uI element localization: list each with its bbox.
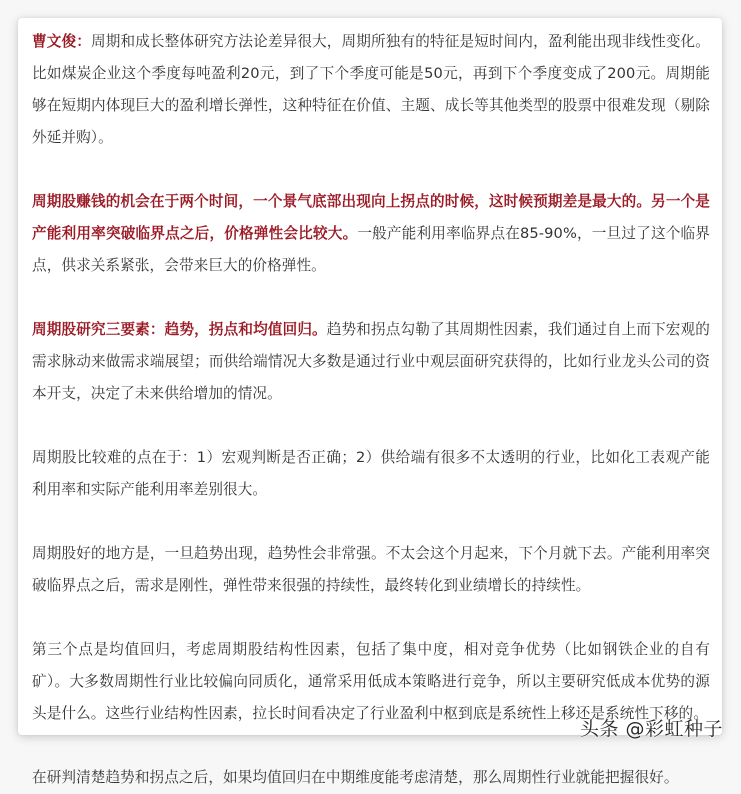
paragraph-text: 周期股比较难的点在于：1）宏观判断是否正确；2）供给端有很多不太透明的行业，比如化工表观产能利用率和实际产能利用率差别很大。	[32, 449, 710, 498]
paragraph-text: 趋势和拐点勾勒了其周期性因素，我们通过自上而下宏观的需求脉动来做需求端展望；而供给端情况大多数是通过行业中观层面研究获得的，比如行业龙头公司的资本开支，决定了未来供给增加的情况。	[32, 321, 710, 402]
paragraph-highlight: 周期股研究三要素：趋势，拐点和均值回归。	[32, 321, 327, 338]
paragraph-text: 一般产能利用率临界点在85-90%，一旦过了这个临界点，供求关系紧张，会带来巨大的价格弹性。	[32, 225, 711, 274]
paragraph-3	[32, 314, 710, 410]
paragraph-1	[32, 26, 710, 154]
paragraph-2	[32, 186, 710, 282]
paragraph-5	[32, 538, 710, 602]
paragraph-4	[32, 442, 710, 506]
watermark: 头条 @彩虹种子	[579, 718, 723, 740]
paragraph-highlight: 周期股赚钱的机会在于两个时间，一个景气底部出现向上拐点的时候，这时候预期差是最大的。另一个是产能利用率突破临界点之后，价格弹性会比较大。	[32, 193, 710, 242]
paragraph-text: 周期和成长整体研究方法论差异很大，周期所独有的特征是短时间内，盈利能出现非线性变化。比如煤炭企业这个季度每吨盈利20元，到了下个季度可能是50元，再到下个季度变成了200元。周期能够在短期内体现巨大的盈利增长弹性，这种特征在价值、主题、成长等其他类型的股票中很难发现（剔除外延并购）。	[32, 33, 710, 146]
paragraph-highlight: 曹文俊：	[32, 33, 91, 50]
article-card	[18, 18, 722, 786]
paragraph-7	[32, 762, 710, 794]
paragraph-text: 第三个点是均值回归，考虑周期股结构性因素，包括了集中度，相对竞争优势（比如钢铁企业的自有矿）。大多数周期性行业比较偏向同质化，通常采用低成本策略进行竞争，所以主要研究低成本优势的源头是什么。这些行业结构性因素，拉长时间看决定了行业盈利中枢到底是系统性上移还是系统性下移的。	[32, 641, 710, 722]
paragraph-text: 在研判清楚趋势和拐点之后，如果均值回归在中期维度能考虑清楚，那么周期性行业就能把握很好。	[32, 769, 679, 786]
paragraph-text: 周期股好的地方是，一旦趋势出现，趋势性会非常强。不太会这个月起来，下个月就下去。产能利用率突破临界点之后，需求是刚性，弹性带来很强的持续性，最终转化到业绩增长的持续性。	[32, 545, 710, 594]
